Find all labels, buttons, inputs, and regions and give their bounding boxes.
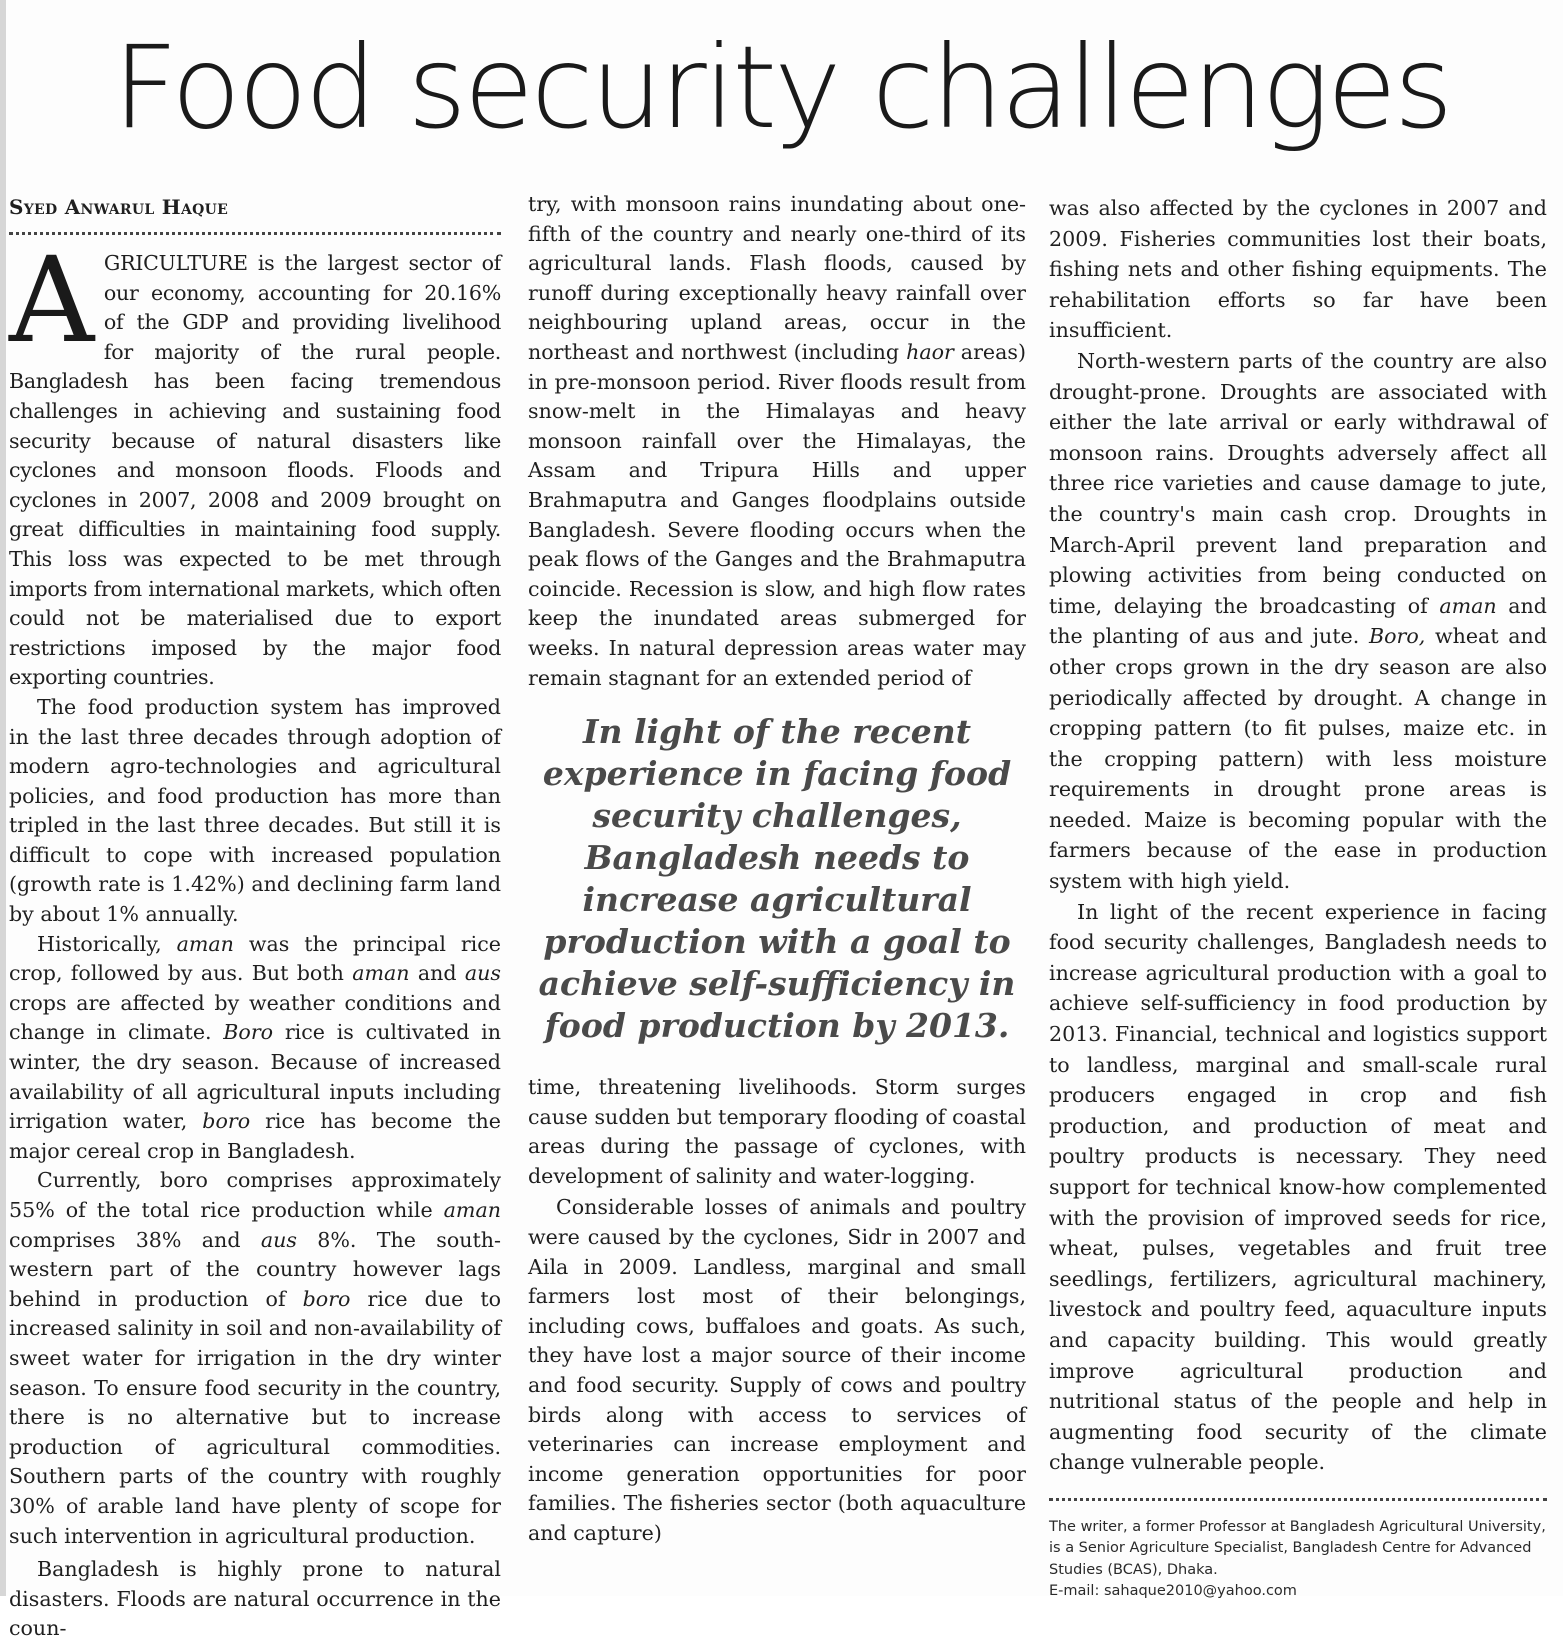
drop-cap: A <box>9 231 94 369</box>
author-bio-text: The writer, a former Professor at Bangladesh Agricultural University, is a Senior Agriculture Specialist, Bangladesh Centre for Advanced Studies (BCAS), Dhaka. <box>1049 1518 1546 1578</box>
paragraph: was also affected by the cyclones in 2007 and 2009. Fisheries communities lost their boats, fishing nets and other fishing equipments. The rehabilitation efforts so far have been insufficient. <box>1049 196 1547 343</box>
column-2 <box>528 190 1026 1549</box>
author-bio <box>1049 1517 1547 1603</box>
column-3 <box>1049 193 1547 1603</box>
scan-edge <box>0 0 6 1596</box>
paragraph: North-western parts of the country are also drought-prone. Droughts are associated with either the late arrival or early withdrawal of monsoon rains. Droughts adversely affect all three rice varieties and cause damage to jute, the country's main cash crop. Droughts in March-April prevent land preparation and plowing activities from being conducted on time, delaying the broadcasting of aman and the planting of aus and jute. Boro, wheat and other crops grown in the dry season are also periodically affected by drought. A change in cropping pattern (to fit pulses, maize etc. in the cropping pattern) with less moisture requirements in drought prone areas is needed. Maize is becoming popular with the farmers because of the ease in production system with high yield. <box>1049 348 1547 894</box>
author-email: E-mail: sahaque2010@yahoo.com <box>1049 1583 1297 1600</box>
headline: Food security challenges <box>112 21 1451 154</box>
paragraph: Bangladesh is highly prone to natural disasters. Floods are natural occurrence in the coun- <box>9 1557 501 1641</box>
paragraph: Currently, boro comprises approximately 55% of the total rice production while aman comprises 38% and aus 8%. The south-western part of the country however lags behind in production of boro rice due to increased salinity in soil and non-availability of sweet water for irrigation in the dry winter season. To ensure food security in the country, there is no alternative but to increase production of agricultural commodities. Southern parts of the country with roughly 30% of arable land have plenty of scope for such intervention in agricultural production. <box>9 1168 501 1548</box>
lead-paragraph <box>9 231 501 693</box>
paragraph: try, with monsoon rains inundating about one-fifth of the country and nearly one-third of its agricultural lands. Flash floods, caused by runoff during exceptionally heavy rainfall over neighbouring upland areas, occur in the northeast and northwest (including haor areas) in pre-monsoon period. River floods result from snow-melt in the Himalayas and heavy monsoon rainfall over the Himalayas, the Assam and Tripura Hills and upper Brahmaputra and Ganges floodplains outside Bangladesh. Severe flooding occurs when the peak flows of the Ganges and the Brahmaputra coincide. Recession is slow, and high flow rates keep the inundated areas submerged for weeks. In natural depression areas water may remain stagnant for an extended period of <box>528 192 1026 690</box>
pull-quote: In light of the recent experience in facing food security challenges, Bangladesh needs to increase agricultural production with a goal to achieve self-sufficiency in food production by 2013. <box>538 712 1016 1046</box>
paragraph: Historically, aman was the principal rice crop, followed by aus. But both aman and aus crops are affected by weather conditions and change in climate. Boro rice is cultivated in winter, the dry season. Because of increased availability of all agricultural inputs including irrigation water, boro rice has become the major cereal crop in Bangladesh. <box>9 931 501 1163</box>
paragraph: time, threatening livelihoods. Storm surges cause sudden but temporary flooding of coastal areas during the passage of cyclones, with development of salinity and water-logging. <box>528 1075 1026 1188</box>
paragraph: Considerable losses of animals and poultry were caused by the cyclones, Sidr in 2007 and Aila in 2009. Landless, marginal and small farmers lost most of their belongings, including cows, buffaloes and goats. As such, they have lost a major source of their income and food security. Supply of cows and poultry birds along with access to services of veterinaries can increase employment and income generation opportunities for poor families. The fisheries sector (both aquaculture and capture) <box>528 1195 1026 1545</box>
paragraph: The food production system has improved in the last three decades through adoption of modern agro-technologies and agricultural policies, and food production has more than tripled in the last three decades. But still it is difficult to cope with increased population (growth rate is 1.42%) and declining farm land by about 1% annually. <box>9 694 501 927</box>
byline: Syed Anwarul Haque <box>9 195 229 219</box>
paragraph: In light of the recent experience in facing food security challenges, Bangladesh needs to increase agricultural production with a goal to achieve self-sufficiency in food production by 2013. Financial, technical and logistics support to landless, marginal and small-scale rural producers engaged in crop and fish production, and production of meat and poultry products is necessary. They need support for technical know-how complemented with the provision of improved seeds for rice, wheat, pulses, vegetables and fruit tree seedlings, fertilizers, agricultural machinery, livestock and poultry feed, aquaculture inputs and capacity building. This would greatly improve agricultural production and nutritional status of the people and help in augmenting food security of the climate change vulnerable people. <box>1049 899 1547 1475</box>
bio-divider <box>1049 1498 1547 1501</box>
column-1 <box>9 190 501 1644</box>
lead-paragraph-text: GRICULTURE is the largest sector of our economy, accounting for 20.16% of the GDP and providing livelihood for majority of the rural people. Bangladesh has been facing tremendous challenges in achieving and sustaining food security because of natural disasters like cyclones and monsoon floods. Floods and cyclones in 2007, 2008 and 2009 brought on great difficulties in maintaining food supply. This loss was expected to be met through imports from international markets, which often could not be materialised due to export restrictions imposed by the major food exporting countries. <box>9 251 501 690</box>
